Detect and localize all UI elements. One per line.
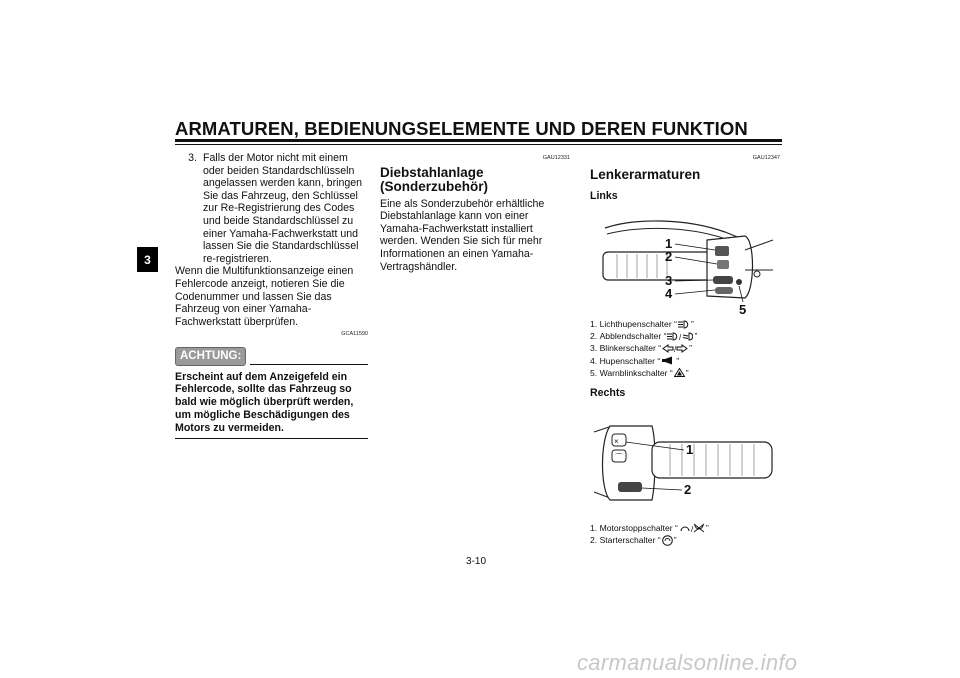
title-rule-thin	[175, 144, 782, 145]
section-code-immobilizer: GAU12331	[542, 155, 570, 161]
hazard-icon	[674, 368, 685, 377]
chapter-tab: 3	[137, 247, 158, 272]
svg-text:/: /	[674, 345, 677, 353]
right-legend	[590, 522, 780, 546]
step-number: 3.	[188, 152, 197, 164]
section-code-handlebar: GAU12347	[752, 155, 780, 161]
right-label: Rechts	[590, 387, 626, 400]
svg-text:⌒: ⌒	[615, 453, 623, 462]
caution-line	[250, 364, 368, 365]
legend-item-1: 1. Lichthupenschalter “ ”	[590, 319, 694, 329]
callout-2: 2	[665, 249, 673, 264]
caution-header	[175, 347, 368, 366]
callout-right-2: 2	[684, 482, 692, 497]
error-code-paragraph: Wenn die Multifunktionsanzeige einen Fehlercode anzeigt, notieren Sie die Codenummer und lassen Sie das Fahrzeug von einer Yamaha-Fachwerkstatt überprüfen.	[175, 265, 354, 328]
horn-icon	[661, 356, 675, 365]
callout-5: 5	[739, 302, 747, 317]
turn-signal-switch	[713, 276, 733, 284]
column-2	[380, 152, 570, 273]
legend-right-item-1: 1. Motorstoppschalter “ / ”	[590, 523, 709, 534]
legend-item-3: 3. Blinkerschalter “ / ”	[590, 343, 693, 354]
step-text: Falls der Motor nicht mit einem oder beiden Standardschlüsseln angelassen werden kann, bringen Sie das Fahrzeug, den Schlüssel zur Re-Registrierung des Codes und beide Standardschlüssel zu einer Yamaha-Fachwerkstatt und lassen Sie die Standardschlüssel re-registrieren.	[203, 152, 363, 265]
dimmer-icon	[667, 332, 693, 341]
watermark: carmanualsonline.info	[577, 650, 798, 675]
svg-text:/: /	[679, 332, 682, 341]
column-1	[175, 152, 368, 439]
headlight-flasher-switch	[715, 246, 729, 256]
left-label: Links	[590, 190, 618, 203]
high-beam-icon	[678, 320, 690, 329]
legend-item-5: 5. Warnblinkschalter “ ”	[590, 367, 689, 378]
legend-item-4: 4. Hupenschalter “ ”	[590, 355, 680, 366]
caution-label: ACHTUNG:	[175, 347, 246, 366]
hazard-switch	[736, 279, 742, 285]
section-heading-handlebar: Lenkerarmaturen	[590, 166, 701, 182]
starter-icon	[662, 535, 673, 546]
engine-stop-icon	[679, 523, 705, 533]
horn-switch	[715, 287, 733, 294]
title-rule-thick	[175, 139, 782, 142]
mirror-mount	[754, 271, 760, 277]
starter-switch	[618, 482, 642, 492]
callout-right-1: 1	[686, 442, 694, 457]
caution-code: GCA11590	[341, 331, 368, 338]
caution-end-rule	[175, 438, 368, 439]
callout-3: 3	[665, 273, 673, 288]
immobilizer-text: Eine als Sonderzubehör erhältliche Diebstahlanlage kann von einer Yamaha-Fachwerkstatt installiert werden. Wenden Sie sich für mehr Informationen an einen Yamaha-Vertragshändler.	[380, 197, 545, 273]
dimmer-switch	[717, 260, 729, 269]
legend-item-2: 2. Abblendschalter “ / ”	[590, 331, 698, 342]
left-grip	[603, 252, 713, 280]
turn-signal-icon	[662, 344, 688, 353]
section-heading-immobilizer: Diebstahlanlage (Sonderzubehör)	[380, 164, 488, 195]
caution-text: Erscheint auf dem Anzeigefeld ein Fehlercode, sollte das Fahrzeug so bald wie möglich überprüft werden, um mögliche Beschädigungen des Motors zu vermeiden.	[175, 370, 354, 434]
legend-right-item-2: 2. Starterschalter “ ”	[590, 535, 677, 546]
right-handlebar-illustration	[592, 420, 782, 515]
step-3	[175, 152, 368, 265]
svg-text:×: ×	[614, 437, 619, 446]
svg-text:/: /	[690, 525, 694, 534]
column-3	[590, 152, 780, 203]
callout-4: 4	[665, 286, 673, 301]
page-title: ARMATUREN, BEDIENUNGSELEMENTE UND DEREN FUNKTION	[175, 118, 748, 139]
page-number: 3-10	[466, 556, 487, 567]
callout-1: 1	[665, 236, 673, 251]
left-handlebar-illustration	[595, 210, 775, 320]
left-legend	[590, 318, 780, 399]
